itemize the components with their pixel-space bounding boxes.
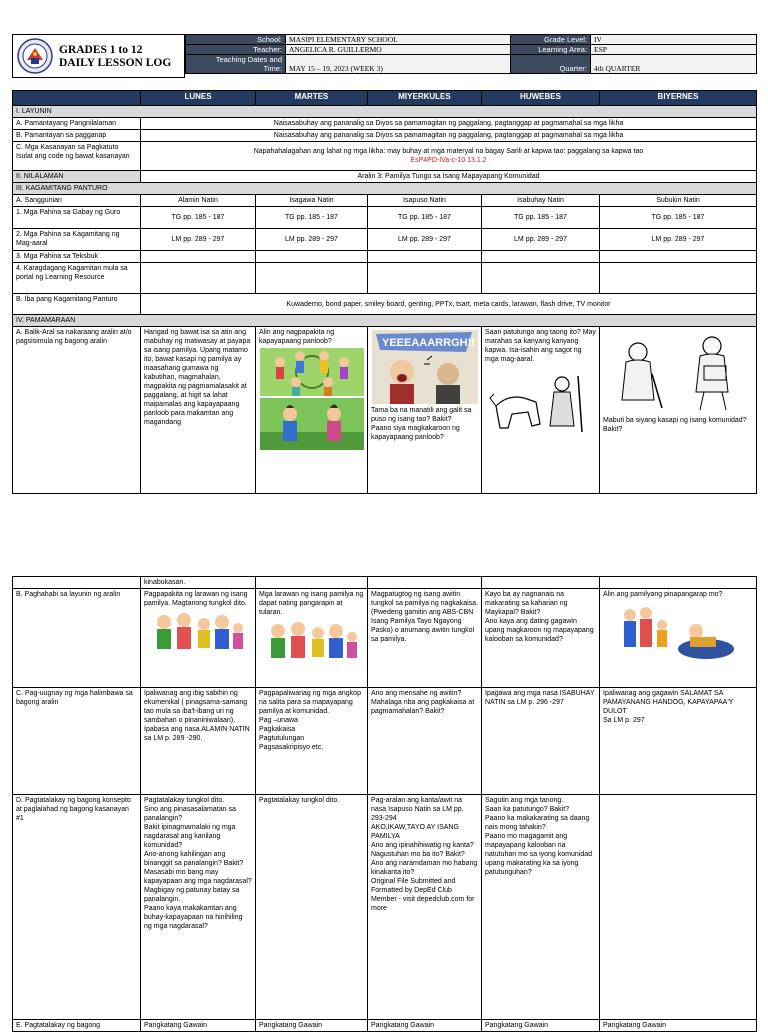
row-label-paghahabi: B. Paghahabi sa layunin ng aralin — [13, 589, 141, 688]
row-label-pamantayan-pagganap: B. Pamantayan sa pagganap — [13, 130, 141, 142]
row-label-pagtatalakay-2: E. Pagtatalakay ng bagong — [13, 1020, 141, 1032]
row-label-kasanayan: C. Mga Kasanayan sa Pagkatuto Isulat ang code ng bawat kasanayan — [13, 142, 141, 171]
continuation-fri — [600, 577, 757, 589]
continuation-thu — [482, 577, 600, 589]
pag-uugnay-tue: Pagpapaliwanag ng mga angkop na salita para sa mapayapang pamilya at komunidad. Pag –unawa Pagkakaisa Pagtutulungan Pagsasakripisyo etc. — [256, 688, 368, 795]
lm-pages-tue: LM pp. 289 - 297 — [256, 229, 368, 251]
grade-label: Grade Level: — [511, 35, 591, 45]
kasanayan-code: EsP4PD-IVa-c-10 13.1.2 — [410, 157, 487, 164]
sanggunian-tue: Isagawa Natin — [256, 195, 368, 207]
kasanayan-cell — [141, 142, 757, 171]
kasanayan-text: Napahahalagahan ang lahat ng mga likha: may buhay at mga materyal na bagay Sarili at kapwa tao: paggalang sa kapwa tao — [253, 148, 644, 155]
man-with-donkey-sketch — [488, 366, 594, 438]
karagdagan-wed — [368, 263, 482, 294]
pag-uugnay-fri: Ipaliwanag ang gagawin SALAMAT SA PAMAYANANG HANDOG, KAPAYAPAA'Y DULOT Sa LM p. 297 — [600, 688, 757, 795]
karagdagan-fri — [600, 263, 757, 294]
tg-pages-thu: TG pp. 185 - 187 — [482, 207, 600, 229]
paghahabi-fri — [600, 589, 757, 688]
children-circle-image — [260, 348, 364, 396]
pagtatalakay-thu: Sagutin ang mga tanong. Saan ka patutungo? Bakit? Paano ka makakarating sa daang nais mong tahakin? Paano mo magagamit ang mapayapang kalooban na natutuhan mo sa iyong komunidad upang makarating ka sa iyong patutunguhan? — [482, 795, 600, 1020]
form-title-line1: GRADES 1 to 12 — [59, 44, 143, 56]
elderly-couple-sketch — [608, 330, 748, 414]
teksbuk-thu — [482, 251, 600, 263]
balik-aral-fri-text: Mabuti ba siyang kasapi ng isang komunidad? Bakit? — [603, 417, 747, 433]
row-label-kagamitang-mag-aaral: 2. Mga Pahina sa Kagamitang ng Mag-aaral — [13, 229, 141, 251]
corner-header — [13, 91, 141, 106]
row-label-pagtatalakay-1: D. Pagtatalakay ng bagong konsepto at paglalahad ng bagong kasanayan #1 — [13, 795, 141, 1020]
section-pamamaraan: IV. PAMAMARAAN — [13, 315, 757, 327]
lm-pages-thu: LM pp. 289 - 297 — [482, 229, 600, 251]
pamantayang-nilalaman-text: Naisasabuhay ang pananalig sa Diyos sa pamamagitan ng paggalang, pagtanggap at pagmamahal sa mga likha — [141, 118, 757, 130]
tg-pages-tue: TG pp. 185 - 187 — [256, 207, 368, 229]
day-header-wednesday: MIYERKULES — [368, 91, 482, 106]
teksbuk-fri — [600, 251, 757, 263]
pangkatang-gawain-tue: Pangkatang Gawain — [256, 1020, 368, 1032]
pag-uugnay-wed: Ano ang mensahe ng awitin? Mahalaga nba ang pagkakaisa at pagmamahalan? Bakit? — [368, 688, 482, 795]
section-layunin: I. LAYUNIN — [13, 106, 757, 118]
angry-man-comic-image — [372, 330, 478, 404]
pangkatang-gawain-wed: Pangkatang Gawain — [368, 1020, 482, 1032]
paghahabi-tue-text: Mga larawan ng isang pamilya ng dapat nating pangarapin at tularan. — [259, 591, 364, 616]
sanggunian-fri: Subukin Natin — [600, 195, 757, 207]
paghahabi-mon-text: Pagpapakita ng larawan ng isang pamilya. Magtanong tungkol dito. — [144, 591, 248, 607]
continuation-tue — [256, 577, 368, 589]
dates-label-line1: Teaching Dates and — [215, 55, 282, 64]
continuation-label — [13, 577, 141, 589]
area-value: ESP — [591, 45, 757, 55]
pagtatalakay-mon: Pagtatalakay tungkol dito. Sino ang pinasasalamatan sa panalangin? Bakit ipinagmamalaki ng mga nagdarasal ang kanilang komunidad? Ano-anong kahilingan ang binanggit sa panalangin? Bakit? Masasabi mo bang may kapayapaan ang mga nagdarasal? Magbigay ng patunay batay sa panalangin. Paano kaya makakamtan ang buhay-kapayapaan na hinihiling ng mga nagdarasal? — [141, 795, 256, 1020]
balik-aral-tue — [256, 327, 368, 494]
pag-uugnay-thu: Ipagawa ang mga nasa ISABUHAY NATIN sa LM p. 296 -297 — [482, 688, 600, 795]
balik-aral-tue-text: Alin ang nagpapakita ng kapayapaang panloob? — [259, 329, 335, 345]
day-header-thursday: HUWEBES — [482, 91, 600, 106]
paghahabi-wed: Magpatugtog ng isang awitin tungkol sa pamilya ng nagkakaisa. (Pwedeng gamitin ang ABS-CBN Isang Pamilya Tayo Ngayong Pasko) o anumang awitin tungkol sa pamilya. — [368, 589, 482, 688]
tg-pages-mon: TG pp. 185 - 187 — [141, 207, 256, 229]
row-label-teksbuk: 3. Mga Pahina sa Teksbuk — [13, 251, 141, 263]
balik-aral-wed — [368, 327, 482, 494]
row-label-balik-aral: A. Balik-Aral sa nakaraang aralin at/o pagsisimula ng bagong aralin — [13, 327, 141, 494]
balik-aral-fri — [600, 327, 757, 494]
families-comparison-image — [618, 601, 738, 665]
row-label-sanggunian: A. Sanggunian — [13, 195, 141, 207]
pangkatang-gawain-mon: Pangkatang Gawain — [141, 1020, 256, 1032]
row-label-pag-uugnay: C. Pag-uugnay ng mga halimbawa sa bagong aralin — [13, 688, 141, 795]
grade-value: IV — [591, 35, 757, 45]
section-kagamitan: III. KAGAMITANG PANTURO — [13, 183, 757, 195]
dates-label — [186, 55, 286, 74]
comic-yell-text: YEEEAAARRGH!! — [381, 337, 475, 349]
school-label: School: — [186, 35, 286, 45]
day-header-tuesday: MARTES — [256, 91, 368, 106]
balik-aral-wed-text: Tama ba na manatili ang galit sa puso ng isang tao? Bakit? Paano siya magkakaroon ng kapayapaang panloob? — [371, 407, 472, 441]
header-meta-table — [185, 34, 757, 74]
paghahabi-thu: Kayo ba ay nagnanais na makarating sa kaharian ng Maykapal? Bakit? Ano kaya ang dating gagawin upang magkaroon ng mapayapang kalooban sa komunidad? — [482, 589, 600, 688]
iba-pang-kagamitan-text: Kuwaderno, bond paper, smiley board, genting, PPTx, tsart, meta cards, larawan, flash drive, TV monitor — [141, 294, 757, 315]
deped-seal-icon — [17, 38, 53, 74]
teacher-label: Teacher: — [186, 45, 286, 55]
row-label-gabay-guro: 1. Mga Pahina sa Gabay ng Guro — [13, 207, 141, 229]
pangkatang-gawain-fri: Pangkatang Gawain — [600, 1020, 757, 1032]
balik-aral-mon: Hangad ng bawat isa sa atin ang mabuhay ng matiwasay at payapa sa isang pamilya. Upang matamo ito, bawat kasapi ng pamilya ay inaasahang gumawa ng kabutihan, magmahalan, magpakita ng pagmamalasakit at paggalang, at higit sa lahat maipamalas ang kapayapaang panloob para makamtan ang magandang — [141, 327, 256, 494]
paghahabi-mon — [141, 589, 256, 688]
balik-aral-thu — [482, 327, 600, 494]
karagdagan-thu — [482, 263, 600, 294]
quarter-label: Quarter: — [511, 55, 591, 74]
teksbuk-tue — [256, 251, 368, 263]
sanggunian-wed: Isapuso Natin — [368, 195, 482, 207]
teksbuk-wed — [368, 251, 482, 263]
karagdagan-tue — [256, 263, 368, 294]
sanggunian-mon: Alamin Natin — [141, 195, 256, 207]
pamantayan-pagganap-text: Naisasabuhay ang pananalig sa Diyos sa pamamagitan ng paggalang, pagtanggap at pagmamahal sa mga likha — [141, 130, 757, 142]
quarter-value: 4th QUARTER — [591, 55, 757, 74]
continuation-mon: kinabukasan. — [141, 577, 256, 589]
header-logo-block — [12, 34, 185, 78]
pagtatalakay-tue: Pagtatalakay tungkol dito. — [256, 795, 368, 1020]
lesson-log-table — [12, 90, 757, 494]
pagtatalakay-wed: Pag-aralan ang kanta/awit na nasa Isapuso Natin sa LM pp. 293-294 AKO,IKAW,TAYO AY ISANG PAMILYA Ano ang ipinahihiwatig ng kanta? Nagustuhan mo ba ito? Bakit? Ano ang naramdaman mo habang kinakanta ito? Original File Submitted and Formatted by DepEd Club Member - visit depedclub.com for more — [368, 795, 482, 1020]
row-label-pamantayang-nilalaman: A. Pamantayang Pangnilalaman — [13, 118, 141, 130]
nilalaman-text: Aralin 3: Pamilya Tungo sa Isang Mapayapang Komunidad — [141, 171, 757, 183]
karagdagan-mon — [141, 263, 256, 294]
teksbuk-mon — [141, 251, 256, 263]
tg-pages-wed: TG pp. 185 - 187 — [368, 207, 482, 229]
pagtatalakay-fri — [600, 795, 757, 1020]
teacher-value: ANGELICA R. GUILLERMO — [286, 45, 511, 55]
lm-pages-wed: LM pp. 289 - 297 — [368, 229, 482, 251]
lm-pages-fri: LM pp. 289 - 297 — [600, 229, 757, 251]
pag-uugnay-mon: Ipaliwanag ang ibig sabihin ng ekumenikal ( pinagsama-samang tao mula sa iba't-ibang uri ng sambahan o pinaniniwalaan). Ipabasa ang nasa ALAMIN NATIN sa LM p. 289 -290. — [141, 688, 256, 795]
lm-pages-mon: LM pp. 289 - 297 — [141, 229, 256, 251]
tg-pages-fri: TG pp. 185 - 187 — [600, 207, 757, 229]
school-value: MASIPI ELEMENTARY SCHOOL — [286, 35, 511, 45]
paghahabi-fri-text: Alin ang pamilyang pinapangarap mo? — [603, 591, 723, 598]
family-image-2 — [264, 619, 360, 663]
dates-label-line2: Time: — [263, 64, 282, 73]
day-header-friday: BIYERNES — [600, 91, 757, 106]
family-image — [150, 610, 246, 654]
pangkatang-gawain-thu: Pangkatang Gawain — [482, 1020, 600, 1032]
day-header-monday: LUNES — [141, 91, 256, 106]
dates-value: MAY 15 – 19, 2023 (WEEK 3) — [286, 55, 511, 74]
sanggunian-thu: Isabuhay Natin — [482, 195, 600, 207]
students-talking-image — [260, 398, 364, 450]
balik-aral-thu-text: Saan patutungo ang taong ito? May marahas sa kanyang kanyang kapwa. Isa-isahin ang sagot ng mga mag-aaral. — [485, 329, 596, 363]
area-label: Learning Area: — [511, 45, 591, 55]
form-title — [59, 44, 171, 70]
section-nilalaman: II. NILALAMAN — [13, 171, 141, 183]
row-label-iba-pang-kagamitan: B. Iba pang Kagamitang Panturo — [13, 294, 141, 315]
continuation-wed — [368, 577, 482, 589]
paghahabi-tue — [256, 589, 368, 688]
lesson-log-table-continued — [12, 576, 757, 1032]
form-title-line2: DAILY LESSON LOG — [59, 57, 172, 69]
row-label-karagdagang-kagamitan: 4. Karagdagang Kagamitan mula sa portal ng Learning Resource — [13, 263, 141, 294]
